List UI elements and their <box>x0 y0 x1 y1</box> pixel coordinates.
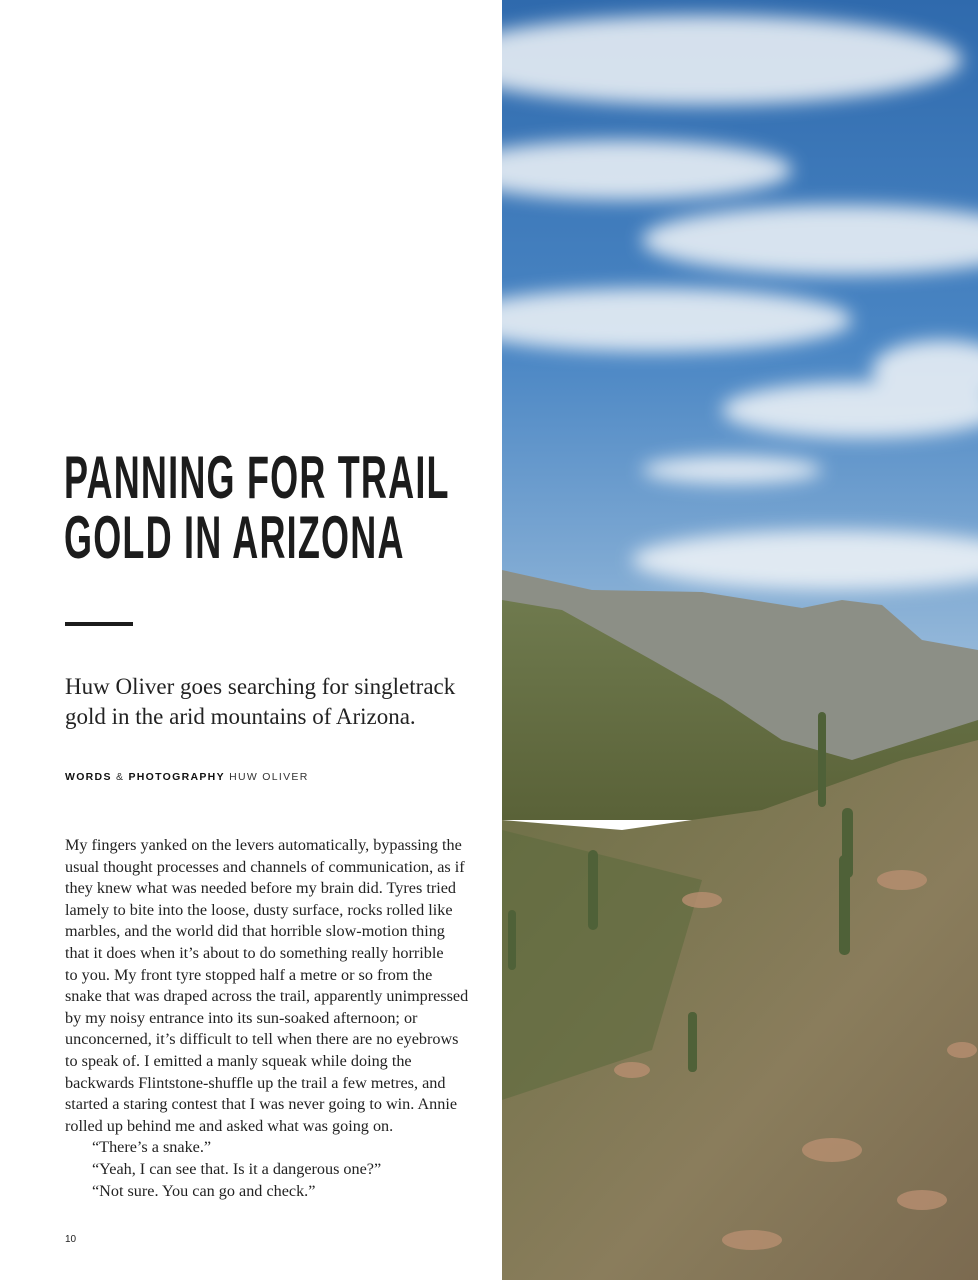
body-line: My fingers yanked on the levers automatically, bypassing the <box>65 836 462 854</box>
article-body <box>65 835 475 1202</box>
body-line: marbles, and the world did that horrible slow-motion thing <box>65 922 445 941</box>
body-line: they knew what was needed before my brain did. Tyres tried <box>65 879 456 898</box>
body-line: snake that was draped across the trail, apparently unimpressed <box>65 987 469 1006</box>
standfirst-line: gold in the arid mountains of Arizona. <box>65 704 416 729</box>
title-line: GOLD IN ARIZONA <box>64 504 405 571</box>
body-line: rolled up behind me and asked what was going on. <box>65 1116 394 1135</box>
page-number: 10 <box>65 1234 77 1245</box>
standfirst-line: Huw Oliver goes searching for singletrack <box>65 674 456 699</box>
body-line: that it does when it’s about to do something really horrible <box>65 943 444 962</box>
dialogue-line: “There’s a snake.” <box>92 1138 212 1157</box>
body-line: lamely to bite into the loose, dusty surface, rocks rolled like <box>65 900 453 919</box>
byline <box>65 771 309 783</box>
byline-author: HUW OLIVER <box>229 771 309 783</box>
body-line: started a staring contest that I was never going to win. Annie <box>65 1095 458 1114</box>
dialogue-line: “Yeah, I can see that. Is it a dangerous one?” <box>92 1159 382 1178</box>
title-line: PANNING FOR TRAIL <box>64 444 450 511</box>
byline-amp: & <box>115 771 125 783</box>
body-line: backwards Flintstone-shuffle up the trail a few metres, and <box>65 1073 446 1092</box>
body-line: usual thought processes and channels of communication, as if <box>65 857 465 876</box>
body-line: unconcerned, it’s difficult to tell when there are no eyebrows <box>65 1030 459 1049</box>
title-divider <box>65 622 133 626</box>
body-line: to you. My front tyre stopped half a metre or so from the <box>65 965 433 984</box>
body-line: by my noisy entrance into its sun-soaked afternoon; or <box>65 1008 418 1027</box>
desert-landscape-photo <box>502 0 978 1280</box>
dialogue-line: “Not sure. You can go and check.” <box>92 1181 316 1200</box>
byline-photography: PHOTOGRAPHY <box>128 771 225 783</box>
body-line: to speak of. I emitted a manly squeak while doing the <box>65 1051 412 1070</box>
byline-words: WORDS <box>65 771 112 783</box>
standfirst <box>65 672 485 732</box>
